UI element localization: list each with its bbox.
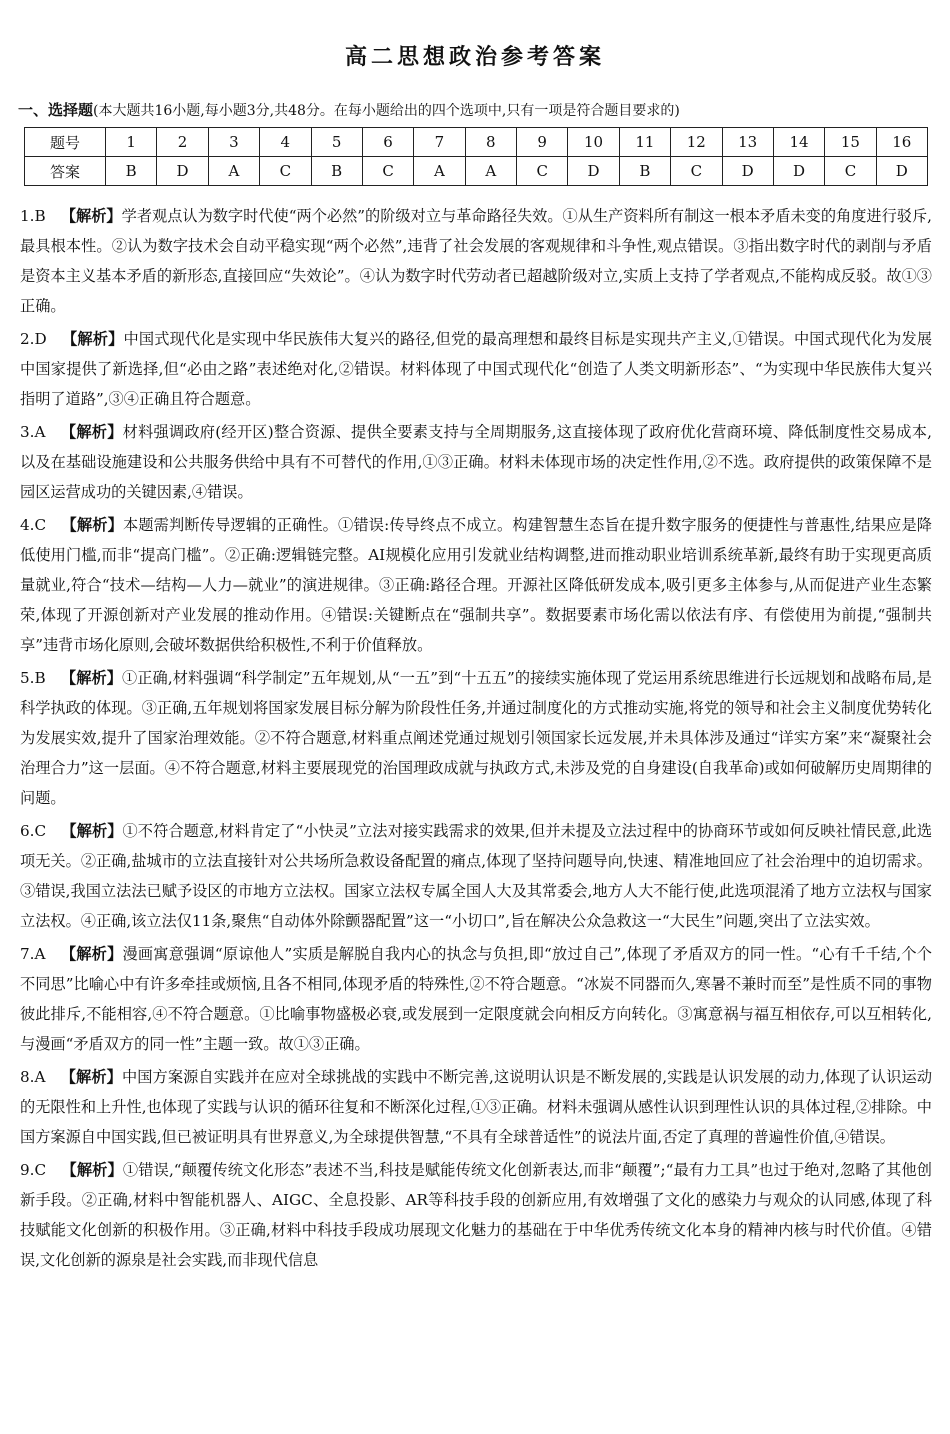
explanation-text: 中国式现代化是实现中华民族伟大复兴的路径,但党的最高理想和最终目标是实现共产主义,①错误。中国式现代化为发展中国家提供了新选择,但“必由之路”表述绝对化,②错误。材料体现了中国式现代化“创造了人类文明新形态”、“为实现中华民族伟大复兴指明了道路”,③④正确且符合题意。 — [20, 330, 933, 408]
question-number-cell: 4 — [260, 128, 311, 157]
section-heading-label: 一、选择题 — [18, 101, 94, 119]
answer-table-number-row — [25, 128, 928, 157]
answer-cell: B — [619, 157, 670, 186]
row-label-answer: 答案 — [25, 157, 106, 186]
explanation-item — [20, 417, 932, 507]
question-number-cell: 3 — [208, 128, 259, 157]
answer-cell: C — [260, 157, 311, 186]
question-number-cell: 1 — [106, 128, 157, 157]
answer-cell: C — [517, 157, 568, 186]
analysis-tag: 【解析】 — [60, 669, 123, 687]
explanation-item — [20, 510, 932, 660]
answer-cell: C — [825, 157, 876, 186]
analysis-tag: 【解析】 — [61, 1161, 123, 1179]
explanation-answer: 4.C — [20, 516, 47, 534]
question-number-cell: 15 — [825, 128, 876, 157]
row-label-number: 题号 — [25, 128, 106, 157]
answer-cell: D — [157, 157, 208, 186]
explanation-answer: 1.B — [20, 207, 46, 225]
explanation-answer: 2.D — [20, 330, 47, 348]
explanation-item — [20, 1155, 932, 1275]
answer-cell: D — [568, 157, 619, 186]
question-number-cell: 6 — [362, 128, 413, 157]
answer-cell: D — [722, 157, 773, 186]
analysis-tag: 【解析】 — [60, 945, 123, 963]
question-number-cell: 10 — [568, 128, 619, 157]
explanation-item — [20, 663, 932, 813]
question-number-cell: 12 — [671, 128, 722, 157]
question-number-cell: 16 — [876, 128, 927, 157]
explanation-item — [20, 201, 932, 321]
analysis-tag: 【解析】 — [60, 1068, 122, 1086]
answer-cell: D — [876, 157, 927, 186]
question-number-cell: 14 — [773, 128, 824, 157]
explanation-list — [20, 201, 932, 1278]
explanation-text: 学者观点认为数字时代使“两个必然”的阶级对立与革命路径失效。①从生产资料所有制这一根本矛盾未变的角度进行驳斥,最具根本性。②认为数字技术会自动平稳实现“两个必然”,违背了社会发展的客观规律和斗争性,观点错误。③指出数字时代的剥削与矛盾是资本主义基本矛盾的新形态,直接回应“失效论”。④认为数字时代劳动者已超越阶级对立,实质上支持了学者观点,不能构成反驳。故①③正确。 — [20, 207, 933, 315]
question-number-cell: 8 — [465, 128, 516, 157]
analysis-tag: 【解析】 — [61, 516, 123, 534]
page-title: 高二思想政治参考答案 — [344, 45, 605, 70]
answer-cell: C — [362, 157, 413, 186]
answer-table — [24, 127, 928, 186]
explanation-answer: 7.A — [20, 945, 46, 963]
analysis-tag: 【解析】 — [60, 207, 122, 225]
analysis-tag: 【解析】 — [61, 822, 123, 840]
question-number-cell: 13 — [722, 128, 773, 157]
question-number-cell: 9 — [517, 128, 568, 157]
question-number-cell: 5 — [311, 128, 362, 157]
answer-cell: D — [773, 157, 824, 186]
explanation-text: 漫画寓意强调“原谅他人”实质是解脱自我内心的执念与负担,即“放过自己”,体现了矛盾双方的同一性。“心有千千结,个个不同思”比喻心中有许多牵挂或烦恼,且各不相同,体现矛盾的特殊性,②不符合题意。“冰炭不同器而久,寒暑不兼时而至”是性质不同的事物彼此排斥,不能相容,④不符合题意。①比喻事物盛极必衰,或发展到一定限度就会向相反方向转化。③寓意祸与福互相依存,可以互相转化,与漫画“矛盾双方的同一性”主题一致。故①③正确。 — [20, 945, 932, 1053]
explanation-item — [20, 1062, 932, 1152]
answer-cell: B — [106, 157, 157, 186]
explanation-item — [20, 324, 932, 414]
explanation-text: 本题需判断传导逻辑的正确性。①错误:传导终点不成立。构建智慧生态旨在提升数字服务的便捷性与普惠性,结果应是降低使用门槛,而非“提高门槛”。②正确:逻辑链完整。AI规模化应用引发就业结构调整,进而推动职业培训系统革新,最终有助于实现更高质量就业,符合“技术—结构—人力—就业”的演进规律。③正确:路径合理。开源社区降低研发成本,吸引更多主体参与,从而促进产业生态繁荣,体现了开源创新对产业发展的推动作用。④错误:关键断点在“强制共享”。数据要素市场化需以依法有序、有偿使用为前提,“强制共享”违背市场化原则,会破坏数据供给积极性,不利于价值释放。 — [20, 516, 932, 654]
answer-cell: A — [208, 157, 259, 186]
answer-table-answer-row — [25, 157, 928, 186]
explanation-answer: 3.A — [20, 423, 46, 441]
explanation-answer: 6.C — [20, 822, 47, 840]
explanation-text: 中国方案源自实践并在应对全球挑战的实践中不断完善,这说明认识是不断发展的,实践是认识发展的动力,体现了认识运动的无限性和上升性,也体现了实践与认识的循环往复和不断深化过程,①③正确。材料未强调从感性认识到理性认识的具体过程,②排除。中国方案源自中国实践,但已被证明具有世界意义,为全球提供智慧,“不具有全球普适性”的说法片面,否定了真理的普遍性价值,④错误。 — [20, 1068, 933, 1146]
explanation-text: 材料强调政府(经开区)整合资源、提供全要素支持与全周期服务,这直接体现了政府优化营商环境、降低制度性交易成本,以及在基础设施建设和公共服务供给中具有不可替代的作用,①③正确。材料未体现市场的决定性作用,②不选。政府提供的政策保障不是园区运营成功的关键因素,④错误。 — [20, 423, 932, 501]
explanation-answer: 8.A — [20, 1068, 46, 1086]
explanation-answer: 9.C — [20, 1161, 47, 1179]
explanation-item — [20, 816, 932, 936]
analysis-tag: 【解析】 — [61, 330, 124, 348]
section-heading-note: (本大题共16小题,每小题3分,共48分。在每小题给出的四个选项中,只有一项是符合题目要求的) — [93, 103, 680, 119]
section-heading — [18, 99, 938, 120]
explanation-text: ①错误,“颠覆传统文化形态”表述不当,科技是赋能传统文化创新表达,而非“颠覆”;“最有力工具”也过于绝对,忽略了其他创新手段。②正确,材料中智能机器人、AIGC、全息投影、AR等科技手段的创新应用,有效增强了文化的感染力与观众的认同感,体现了科技赋能文化创新的积极作用。③正确,材料中科技手段成功展现文化魅力的基础在于中华优秀传统文化本身的精神内核与时代价值。④错误,文化创新的源泉是社会实践,而非现代信息 — [20, 1161, 932, 1269]
answer-cell: A — [465, 157, 516, 186]
explanation-item — [20, 939, 932, 1059]
explanation-text: ①不符合题意,材料肯定了“小快灵”立法对接实践需求的效果,但并未提及立法过程中的协商环节或如何反映社情民意,此选项无关。②正确,盐城市的立法直接针对公共场所急救设备配置的痛点,体现了坚持问题导向,快速、精准地回应了社会治理中的迫切需求。③错误,我国立法法已赋予设区的市地方立法权。国家立法权专属全国人大及其常委会,地方人大不能行使,此选项混淆了地方立法权与国家立法权。④正确,该立法仅11条,聚焦“自动体外除颤器配置”这一“小切口”,旨在解决公众急救这一“大民生”问题,突出了立法实效。 — [20, 822, 933, 930]
explanation-answer: 5.B — [20, 669, 46, 687]
answer-cell: C — [671, 157, 722, 186]
question-number-cell: 2 — [157, 128, 208, 157]
explanation-text: ①正确,材料强调“科学制定”五年规划,从“一五”到“十五五”的接续实施体现了党运用系统思维进行长远规划和战略布局,是科学执政的体现。③正确,五年规划将国家发展目标分解为阶段性任务,并通过制度化的方式推动实施,将党的领导和社会主义制度优势转化为发展实效,提升了国家治理效能。②不符合题意,材料重点阐述党通过规划引领国家长远发展,并未具体涉及通过“详实方案”来“凝聚社会治理合力”这一层面。④不符合题意,材料主要展现党的治国理政成就与执政方式,未涉及党的自身建设(自我革命)或如何破解历史周期律的问题。 — [20, 669, 932, 807]
analysis-tag: 【解析】 — [60, 423, 123, 441]
answer-cell: A — [414, 157, 465, 186]
question-number-cell: 11 — [619, 128, 670, 157]
answer-cell: B — [311, 157, 362, 186]
question-number-cell: 7 — [414, 128, 465, 157]
